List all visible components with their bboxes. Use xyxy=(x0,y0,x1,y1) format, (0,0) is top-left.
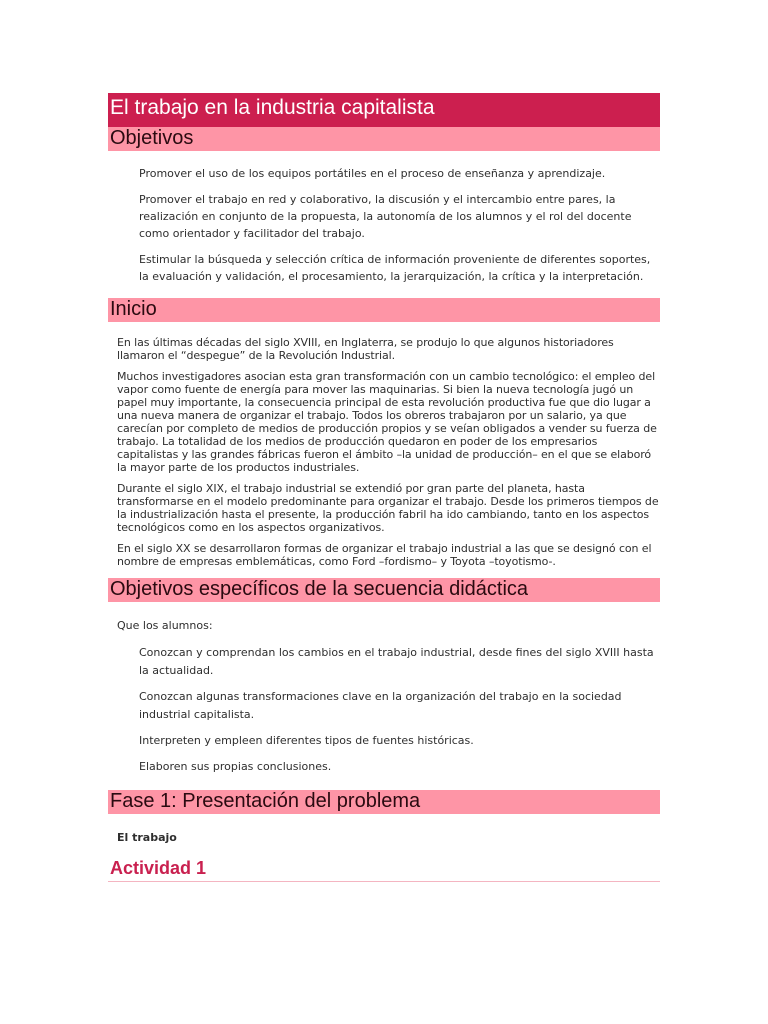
especifico-item: Elaboren sus propias conclusiones. xyxy=(139,760,332,773)
subsection-label: El trabajo xyxy=(117,831,177,844)
objetivo-item: Estimular la búsqueda y selección crítica de información proveniente de diferentes soportes, la evaluación y validación, el procesamiento, la jerarquización, la crítica y la interpretación. xyxy=(139,253,651,283)
inicio-paragraph: Durante el siglo XIX, el trabajo industrial se extendió por gran parte del planeta, hasta transformarse en el modelo predominante para organizar el trabajo. Desde los primeros tiempos de la industrialización hasta el presente, la producción fabril ha ido cambiando, tanto en los aspectos tecnológicos como en los aspectos organizativos. xyxy=(117,482,659,534)
objetivo-item: Promover el uso de los equipos portátiles en el proceso de enseñanza y aprendizaje. xyxy=(139,167,606,180)
document-page xyxy=(108,93,660,882)
inicio-paragraph: En las últimas décadas del siglo XVIII, en Inglaterra, se produjo lo que algunos historiadores llamaron el “despegue” de la Revolución Industrial. xyxy=(117,336,614,362)
section-heading-objetivos-especificos: Objetivos específicos de la secuencia didáctica xyxy=(108,578,660,602)
document-title: El trabajo en la industria capitalista xyxy=(108,93,660,127)
objetivo-item: Promover el trabajo en red y colaborativo, la discusión y el intercambio entre pares, la realización en conjunto de la propuesta, la autonomía de los alumnos y el rol del docente como orientador y facilitador del trabajo. xyxy=(139,193,632,240)
especifico-item: Conozcan algunas transformaciones clave en la organización del trabajo en la sociedad industrial capitalista. xyxy=(139,690,622,721)
especifico-item: Interpreten y empleen diferentes tipos de fuentes históricas. xyxy=(139,734,474,747)
section-heading-objetivos: Objetivos xyxy=(108,127,660,151)
section-heading-fase-1: Fase 1: Presentación del problema xyxy=(108,790,660,814)
objetivos-list xyxy=(108,151,660,298)
inicio-body xyxy=(108,322,660,578)
activity-heading: Actividad 1 xyxy=(108,857,660,882)
especificos-list xyxy=(108,634,660,790)
inicio-paragraph: En el siglo XX se desarrollaron formas de organizar el trabajo industrial a las que se designó con el nombre de empresas emblemáticas, como Ford –fordismo– y Toyota –toyotismo-. xyxy=(117,542,652,568)
section-heading-inicio: Inicio xyxy=(108,298,660,322)
inicio-paragraph: Muchos investigadores asocian esta gran transformación con un cambio tecnológico: el empleo del vapor como fuente de energía para mover las maquinarias. Si bien la nueva tecnología jugó un papel muy importante, la consecuencia principal de esta revolución productiva fue que dio lugar a una nueva manera de organizar el trabajo. Todos los obreros trabajaron por un salario, ya que carecían por completo de medios de producción propios y se veían obligados a vender su fuerza de trabajo. La totalidad de los medios de producción quedaron en poder de los empresarios capitalistas y las grandes fábricas fueron el ámbito –la unidad de producción– en el que se elaboró la mayor parte de los productos industriales. xyxy=(117,370,657,474)
especifico-item: Conozcan y comprendan los cambios en el trabajo industrial, desde fines del siglo XVIII hasta la actualidad. xyxy=(139,646,654,677)
especificos-intro: Que los alumnos: xyxy=(117,619,213,632)
